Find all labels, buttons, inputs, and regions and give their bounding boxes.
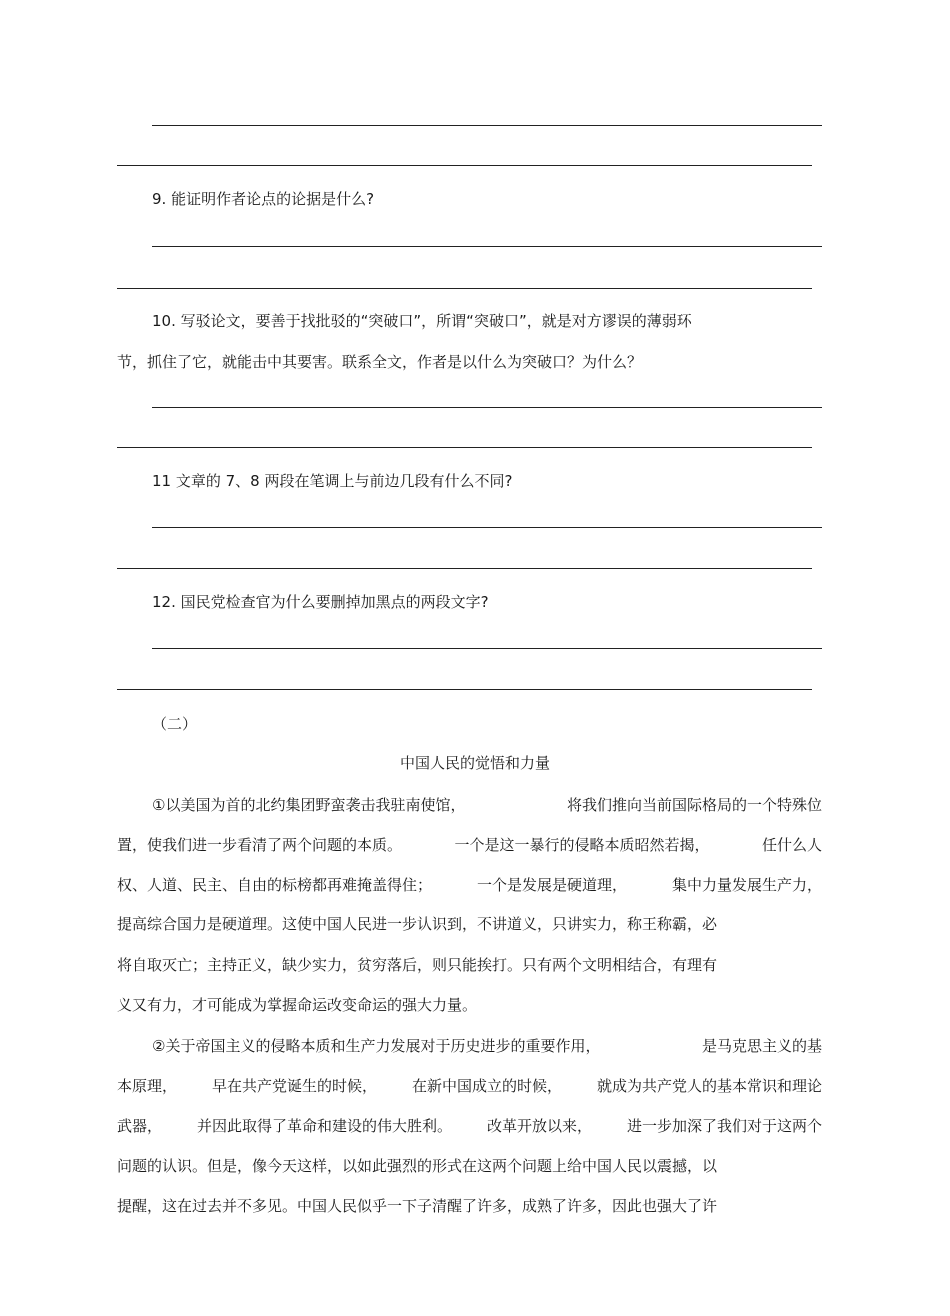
answer-line: [152, 648, 822, 649]
text-segment: 一个是这一暴行的侵略本质昭然若揭，: [454, 836, 710, 854]
text-segment: 就成为共产党人的基本常识和理论: [596, 1077, 822, 1095]
article-title: 中国人民的觉悟和力量: [399, 754, 550, 772]
passage-line: [117, 1116, 822, 1136]
passage-line: [152, 795, 822, 815]
text-segment: ①以美国为首的北约集团野蛮袭击我驻南使馆，: [152, 796, 466, 814]
question-11: 11 文章的 7、8 两段在笔调上与前边几段有什么不同?: [152, 472, 513, 490]
text-segment: 一个是发展是硬道理，: [476, 876, 627, 894]
answer-line: [117, 288, 812, 289]
answer-line: [117, 447, 812, 448]
answer-line: [117, 689, 812, 690]
answer-line: [152, 125, 822, 126]
passage-line: [117, 1076, 822, 1096]
answer-line: [152, 407, 822, 408]
question-12: 12. 国民党检查官为什么要删掉加黑点的两段文字?: [152, 593, 489, 611]
text-segment: 本原理，: [117, 1077, 178, 1095]
text-segment: 将我们推向当前国际格局的一个特殊位: [566, 796, 822, 814]
passage-line: 提高综合国力是硬道理。这使中国人民进一步认识到，不讲道义，只讲实力，称王称霸，必: [117, 915, 718, 933]
text-segment: 武器，: [117, 1117, 163, 1135]
passage-line: [152, 1036, 822, 1056]
text-segment: 在新中国成立的时候，: [411, 1077, 562, 1095]
passage-line: 将自取灭亡；主持正义，缺少实力，贫穷落后，则只能挨打。只有两个文明相结合，有理有: [117, 956, 718, 974]
passage-line: 提醒，这在过去并不多见。中国人民似乎一下子清醒了许多，成熟了许多，因此也强大了许: [117, 1197, 718, 1215]
answer-line: [117, 568, 812, 569]
text-segment: ②关于帝国主义的侵略本质和生产力发展对于历史进步的重要作用，: [152, 1037, 601, 1055]
text-segment: 并因此取得了革命和建设的伟大胜利。: [196, 1117, 452, 1135]
text-segment: 是马克思主义的基: [701, 1037, 822, 1055]
text-segment: 改革开放以来，: [486, 1117, 592, 1135]
question-10-line-1: 10. 写驳论文，要善于找批驳的“突破口”，所谓“突破口”，就是对方谬误的薄弱环: [152, 312, 692, 330]
text-segment: 任什么人: [761, 836, 822, 854]
question-9: 9. 能证明作者论点的论据是什么?: [152, 190, 375, 208]
section-label: （二）: [152, 715, 198, 733]
passage-line: [117, 835, 822, 855]
text-segment: 置，使我们进一步看清了两个问题的本质。: [117, 836, 403, 854]
answer-line: [152, 246, 822, 247]
answer-line: [152, 527, 822, 528]
passage-line: [117, 875, 822, 895]
text-segment: 进一步加深了我们对于这两个: [626, 1117, 822, 1135]
answer-line: [117, 165, 812, 166]
text-segment: 早在共产党诞生的时候，: [211, 1077, 377, 1095]
passage-line: 义又有力，才可能成为掌握命运改变命运的强大力量。: [117, 996, 478, 1014]
text-segment: 权、人道、民主、自由的标榜都再难掩盖得住；: [117, 876, 433, 894]
text-segment: 集中力量发展生产力，: [671, 876, 822, 894]
passage-line: 问题的认识。但是，像今天这样，以如此强烈的形式在这两个问题上给中国人民以震撼，以: [117, 1157, 718, 1175]
question-10-line-2: 节，抓住了它，就能击中其要害。联系全文，作者是以什么为突破口？为什么？: [117, 353, 643, 371]
